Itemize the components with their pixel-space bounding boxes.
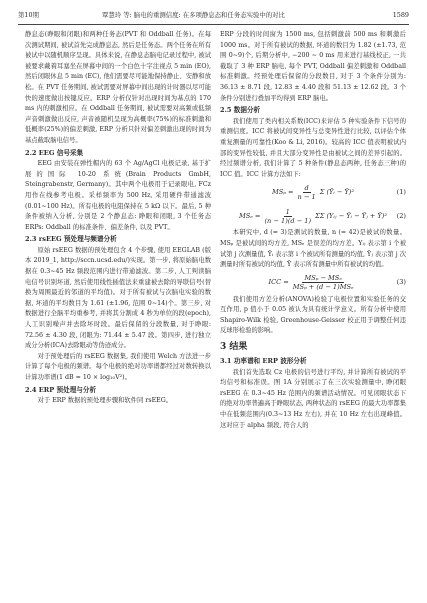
equation-number: (2) [396, 212, 406, 221]
section-heading-3-1: 3.1 功率谱和 ERP 波形分析 [220, 357, 307, 366]
equation-number: (3) [396, 278, 406, 287]
equation-number: (1) [396, 188, 406, 197]
section-heading-3: 3 结果 [220, 342, 248, 353]
running-title: 覃慧玲 等: 脑电的重测信度: 在多项静息态和任务态实验中的对比 [102, 11, 285, 19]
equation-2: MSₑ = $\frac{1}{(n - 1)(d - 1)}$ ΣΣ (Yᵢⱼ − Ȳᵢ − Ȳⱼ + Ȳ)² (2) [239, 207, 406, 225]
page-number: 1589 [392, 11, 409, 19]
paragraph: ERP 分段的时间窗为 1500 ms, 包括刺激前 500 ms 和刺激后 1000 ms。对于所有被试的数据, 坏道的数目为 1.82 (±1.73, 范围 0~9)个, 后期分析中, −200 ~ 0 ms 用来进行基线校正, 一共截取了 3 种 ERP 脑电, 每个 PVT, Oddball 偏差刺激和 Oddball 标准刺激。经预处理后保留的分段数目, 对于 3 个条件分别为: 36.13 ± 8.71 段, 12.83 ± 4.40 段和 51.13 ± 12.62 段。3 个条件分别进行叠加平均得到 ERP 脑电。 [220, 31, 406, 102]
left-column [25, 30, 211, 407]
section-heading-2-3: 2.3 rsEEG 预处理与频谱分析 [25, 235, 117, 244]
section-heading-2-4: 2.4 ERP 预处理与分析 [25, 385, 97, 394]
issue-number: 第10期 [18, 11, 39, 19]
equation-1: MSₚ = $\frac{d}{n - 1}$ Σ (Ȳᵢ − Ȳ)² (1) [272, 183, 406, 201]
paragraph: 本研究中, d (= 3)是测试的数量, n (= 42)是被试的数量。MSₚ 是被试间的均方差, MSₑ 是误差的均方差。Yᵢⱼ 表示第 i 个被试第 j 次测量值, Ȳᵢ 表示第 i 个被试所有测量的均值, Ȳⱼ 表示第 j 次测量时所有被试的均值, Ȳ 表示所有测量中所有被试的均值。 [220, 229, 407, 269]
header-rule [18, 24, 409, 25]
paragraph: 静息态(睁眼和闭眼)和两种任务态(PVT 和 Oddball 任务)。在每次测试期间, 被试首先完成静息态, 然后是任务态。两个任务在所有被试中以随机顺序呈现。具体来说, 在静息态脑电记录过程中, 被试被要求戴着耳塞坐在屏幕中间的一个白色十字注视点 5 min (EO), 然后闭眼休息 5 min (EC), 他们需要尽可能地保持静止、安静和放松。在 PVT 任务期间, 被试需要对屏幕中间出现的计时器以尽可能快的速度做出按键反应。ERP 分析仅针对出现时间为基点的 170 ms 内的刺激相应。在 Oddball 任务期间, 被试需要对高频或低频声音刺激做出反应, 声音被随机呈现为高概率(75%)的标准刺激和低概率(25%)的偏差刺激, ERP 分析只针对偏差刺激出现的时间为基点截取脑电信号。 [25, 31, 211, 144]
paragraph: 原始 rsEEG 数据的预处理包含 4 个步骤, 使用 EEGLAB (版本 2019_1, http://sccn.ucsd.edu/)实现。第一步, 将原始脑电数据在 0.3~45 Hz 频段范围内进行带通滤波。第二步, 人工判读脑电信号识别坏道, 然后使用线性插值法来重建被去除的导联信号(替换为周围最近的邻道的平均值)。对于所有被试与次脑电实验的数据, 坏道的平均数目为 1.61 (±1.96, 范围 0~14)个。第三步, 对数据进行全脑平均重参考, 并将其分割成 4 秒为单位的段(epoch), 人工识别噪声并去除坏时段。最后保留的分段数量, 对于睁眼: 72.56 ± 4.30 段, 闭眼为: 71.44 ± 5.47 段。第四步, 进行独立成分分析(ICA)去除眼动等伪迹成分。 [25, 246, 211, 350]
running-header [18, 8, 409, 22]
paragraph: 我们使用方差分析(ANOVA)检验了电极位置和实验任务的交互作用, p 值小于 0.05 被认为具有统计学意义。所有分析中使用 Shapiro-Wilk 检验, Greenhouse-Geisser 校正用于调整任何违反球形检验的影响。 [220, 295, 406, 335]
right-column [220, 30, 406, 431]
paragraph: 我们使用了类内相关系数(ICC)来评估 5 种实验条件下信号的重测信度。ICC 将被试间变异性与总变异性进行比较, 以评估个体重复测量的可靠性(Koo & Li, 2016)。较高的 ICC 值表明被试内部的变异性较低, 并且大部分变异性是由被试之间的差异引起的。经过频谱分析, 我们计算了 5 种条件(静息态两种, 任务态三种)的 ICC 值。ICC 计算方法如下: [220, 117, 406, 178]
paragraph: 对于 ERP 数据的预处理步骤和软件同 rsEEG。 [37, 397, 173, 405]
paragraph: EEG 由安装在弹性帽内的 63 个 Ag/AgCl 电极记录, 基于扩展的国际 10-20 系统(Brain Products GmbH, Steingrabenstr, Germany)。其中两个电极用于记录眼电, FCz 用作在线参考电极。采样频率为 500 Hz, 采用硬件带通滤波(0.01~100 Hz)。所有电极的电阻保持在 5 kΩ 以下。最后, 5 种条件被纳入分析, 分别是 2 个静息态: 睁眼和闭眼, 3 个任务态 ERPs: Oddball 的标准条件、偏差条件, 以及 PVT。 [25, 160, 211, 231]
paragraph: 对于预处理后的 rsEEG 数据集, 我们使用 Welch 方法进一步计算了每个电极的频谱。每个电极的绝对功率谱都经过对数转换以计算功率谱(1 dB = 10 × log₁₀V²)。 [25, 352, 211, 381]
paragraph: 我们首先选取 Cz 电极的信号进行平均, 并计算所有被试的平均信号和标准误。图 1A 分别展示了在三次实验测量中, 睁闭眼 rsEEG 在 0.3~45 Hz 范围内的频谱活动情况。可见闭眼状态下的绝对功率普遍高于睁眼状态, 两种状态的 rsEEG 的最大功率都集中在低频范围内(0.3~13 Hz 左右), 并在 10 Hz 左右出现峰值。这对应于 alpha 频段, 符合人的 [220, 368, 406, 429]
section-heading-2-2: 2.2 EEG 信号采集 [25, 148, 84, 157]
section-heading-2-5: 2.5 数据分析 [220, 106, 261, 115]
equation-3: ICC = $\frac{\text{MSₚ − MSₑ}}{\text{MSₚ + (d − 1)MSₑ}}$ (3) [268, 274, 406, 292]
